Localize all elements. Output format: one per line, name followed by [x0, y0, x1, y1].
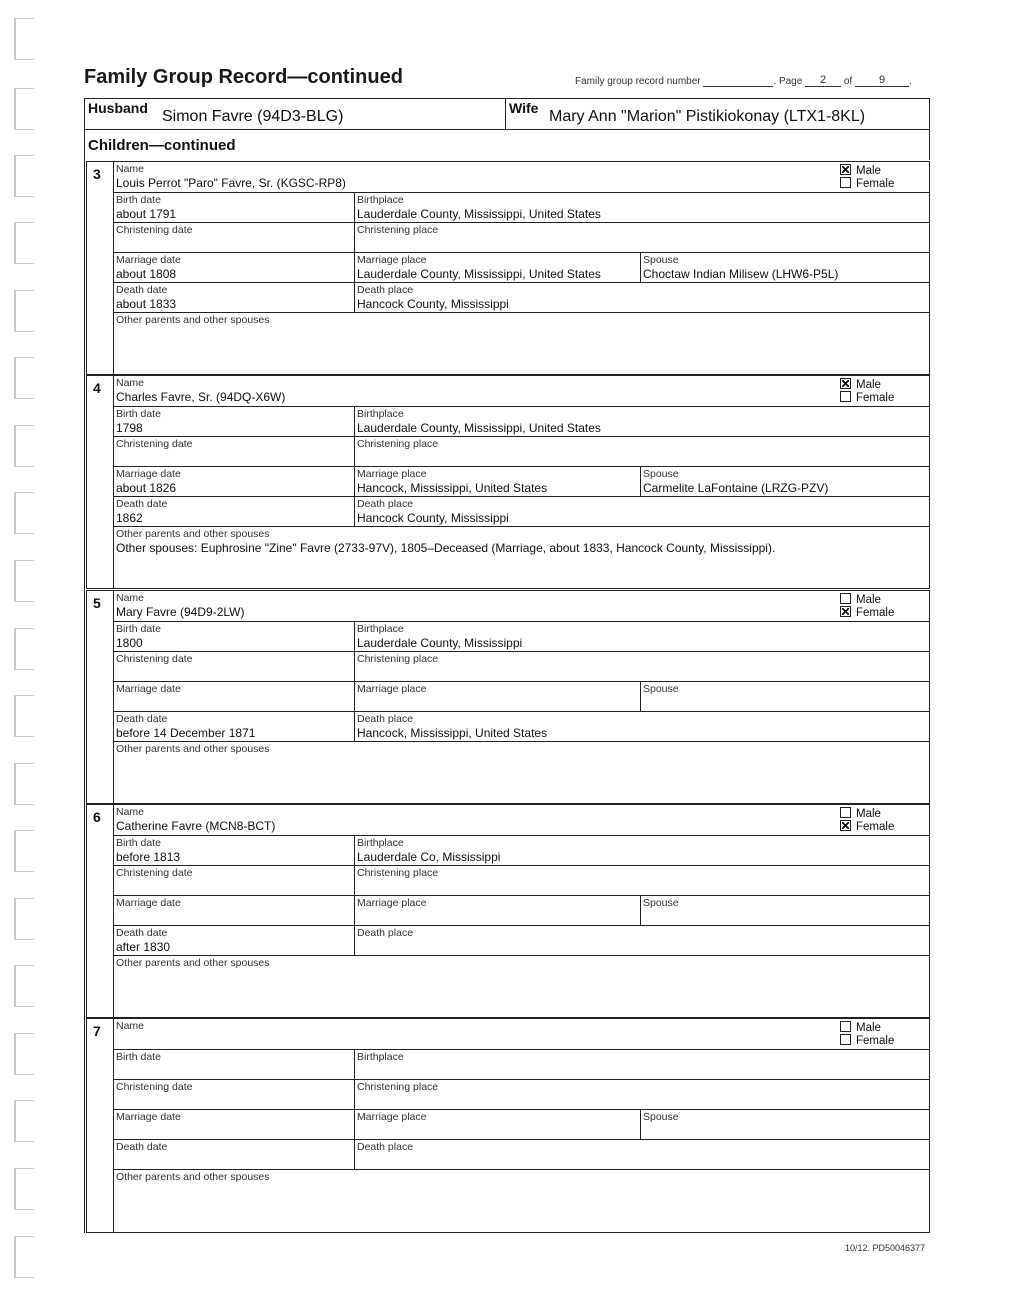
name-label: Name: [116, 592, 145, 604]
child-record-7: [86, 1018, 930, 1233]
marriage-date-value: about 1826: [116, 481, 177, 495]
spouse-label: Spouse: [643, 468, 679, 480]
birthplace-cell: [354, 192, 929, 222]
birth-date-value: about 1791: [116, 207, 177, 221]
name-value: Mary Favre (94D9-2LW): [116, 605, 245, 619]
death-place-value: Hancock, Mississippi, United States: [357, 726, 548, 740]
birth-date-value: before 1813: [116, 850, 181, 864]
female-option[interactable]: [840, 820, 894, 833]
other-parents-label: Other parents and other spouses: [116, 1171, 270, 1183]
children-header-label: Children—continued: [88, 137, 236, 154]
birth-date-label: Birth date: [116, 1051, 161, 1063]
marriage-date-label: Marriage date: [116, 683, 181, 695]
marriage-place-cell: [354, 466, 640, 496]
other-parents-label: Other parents and other spouses: [116, 957, 270, 969]
christening-date-cell: [113, 436, 354, 466]
male-option[interactable]: [840, 164, 881, 177]
marriage-place-label: Marriage place: [357, 897, 427, 909]
name-label: Name: [116, 163, 145, 175]
name-label: Name: [116, 1020, 145, 1032]
christening-place-label: Christening place: [357, 224, 439, 236]
other-parents-cell: [113, 741, 929, 803]
marriage-place-cell: [354, 1109, 640, 1139]
other-parents-cell: [113, 526, 929, 588]
binder-mark: [14, 560, 34, 602]
spouse-label: Spouse: [643, 683, 679, 695]
marriage-date-label: Marriage date: [116, 897, 181, 909]
christening-place-label: Christening place: [357, 867, 439, 879]
name-value: Louis Perrot "Paro" Favre, Sr. (KGSC-RP8): [116, 176, 346, 190]
binder-mark: [14, 1168, 34, 1210]
death-date-cell: [113, 711, 354, 741]
marriage-date-label: Marriage date: [116, 1111, 181, 1123]
name-label: Name: [116, 377, 145, 389]
other-parents-label: Other parents and other spouses: [116, 528, 270, 540]
death-place-label: Death place: [357, 713, 414, 725]
birthplace-cell: [354, 621, 929, 651]
marriage-date-cell: [113, 1109, 354, 1139]
spouse-cell: [640, 681, 929, 711]
binder-mark: [14, 357, 34, 399]
female-label: Female: [856, 178, 895, 190]
birthplace-cell: [354, 835, 929, 865]
birth-date-cell: [113, 406, 354, 436]
female-checkbox[interactable]: [840, 606, 851, 617]
spouse-label: Spouse: [643, 1111, 679, 1123]
marriage-date-label: Marriage date: [116, 468, 181, 480]
male-option[interactable]: [840, 378, 881, 391]
marriage-date-value: about 1808: [116, 267, 177, 281]
christening-date-label: Christening date: [116, 867, 193, 879]
child-number: 3: [93, 166, 101, 182]
christening-date-cell: [113, 651, 354, 681]
wife-label: Wife: [509, 100, 539, 116]
child-number: 7: [93, 1023, 101, 1039]
page-number: 2: [805, 74, 841, 87]
marriage-place-label: Marriage place: [357, 1111, 427, 1123]
death-date-cell: [113, 925, 354, 955]
other-parents-value: Other spouses: Euphrosine "Zine" Favre (2733-97V), 1805–Deceased (Marriage, about 1833, Hancock County, Mississippi).: [116, 541, 776, 555]
birthplace-label: Birthplace: [357, 1051, 404, 1063]
female-label: Female: [856, 821, 895, 833]
male-label: Male: [856, 165, 881, 177]
husband-cell: [85, 99, 506, 129]
child-number: 4: [93, 380, 101, 396]
female-option[interactable]: [840, 1034, 894, 1047]
birthplace-label: Birthplace: [357, 837, 404, 849]
record-number-line: Family group record number . Page 2 of 9 .: [575, 74, 912, 87]
christening-date-label: Christening date: [116, 224, 193, 236]
death-date-label: Death date: [116, 927, 168, 939]
children-header: [84, 130, 930, 160]
form-footer: 10/12. PD50046377: [845, 1243, 926, 1253]
binder-mark: [14, 695, 34, 737]
page-title: Family Group Record—continued: [84, 66, 403, 88]
binder-mark: [14, 155, 34, 197]
name-cell: [113, 162, 929, 192]
male-checkbox[interactable]: [840, 164, 851, 175]
birth-date-label: Birth date: [116, 194, 161, 206]
male-checkbox[interactable]: [840, 378, 851, 389]
spouse-cell: [640, 466, 929, 496]
marriage-place-cell: [354, 895, 640, 925]
marriage-date-label: Marriage date: [116, 254, 181, 266]
death-place-cell: [354, 711, 929, 741]
male-option[interactable]: [840, 1021, 881, 1034]
name-value: Charles Favre, Sr. (94DQ-X6W): [116, 390, 286, 404]
marriage-date-cell: [113, 466, 354, 496]
binder-mark: [14, 425, 34, 467]
birthplace-label: Birthplace: [357, 623, 404, 635]
name-cell: [113, 376, 929, 406]
other-parents-cell: [113, 1169, 929, 1232]
death-date-label: Death date: [116, 1141, 168, 1153]
other-parents-label: Other parents and other spouses: [116, 314, 270, 326]
marriage-date-cell: [113, 681, 354, 711]
wife-cell: [506, 99, 929, 129]
binder-mark: [14, 1236, 34, 1278]
birthplace-value: Lauderdale Co, Mississippi: [357, 850, 501, 864]
marriage-date-cell: [113, 252, 354, 282]
marriage-place-label: Marriage place: [357, 468, 427, 480]
christening-date-label: Christening date: [116, 653, 193, 665]
marriage-place-value: Hancock, Mississippi, United States: [357, 481, 548, 495]
christening-place-label: Christening place: [357, 1081, 439, 1093]
birthplace-label: Birthplace: [357, 194, 404, 206]
birth-date-label: Birth date: [116, 837, 161, 849]
death-date-cell: [113, 282, 354, 312]
male-checkbox[interactable]: [840, 1021, 851, 1032]
female-option[interactable]: [840, 391, 894, 404]
binder-mark: [14, 628, 34, 670]
male-option[interactable]: [840, 807, 881, 820]
marriage-place-cell: [354, 681, 640, 711]
other-parents-cell: [113, 312, 929, 374]
christening-date-label: Christening date: [116, 438, 193, 450]
couple-header: [84, 98, 930, 130]
christening-date-cell: [113, 222, 354, 252]
other-parents-label: Other parents and other spouses: [116, 743, 270, 755]
death-date-cell: [113, 496, 354, 526]
female-option[interactable]: [840, 177, 894, 190]
child-record-4: [86, 375, 930, 589]
christening-place-cell: [354, 436, 929, 466]
spouse-value: Choctaw Indian Milisew (LHW6-P5L): [643, 267, 839, 281]
child-record-3: [86, 161, 930, 375]
christening-place-cell: [354, 1079, 929, 1109]
death-date-cell: [113, 1139, 354, 1169]
binder-mark: [14, 88, 34, 130]
spouse-value: Carmelite LaFontaine (LRZG-PZV): [643, 481, 829, 495]
death-place-label: Death place: [357, 927, 414, 939]
christening-place-cell: [354, 865, 929, 895]
of-label: of: [843, 76, 853, 87]
husband-label: Husband: [88, 100, 148, 116]
birthplace-value: Lauderdale County, Mississippi: [357, 636, 523, 650]
death-place-value: Hancock County, Mississippi: [357, 297, 509, 311]
birthplace-value: Lauderdale County, Mississippi, United States: [357, 421, 601, 435]
death-place-label: Death place: [357, 498, 414, 510]
birth-date-label: Birth date: [116, 408, 161, 420]
death-place-value: Hancock County, Mississippi: [357, 511, 509, 525]
christening-place-label: Christening place: [357, 438, 439, 450]
marriage-place-cell: [354, 252, 640, 282]
male-label: Male: [856, 594, 881, 606]
death-place-cell: [354, 925, 929, 955]
death-date-value: about 1833: [116, 297, 177, 311]
female-checkbox[interactable]: [840, 820, 851, 831]
binder-mark: [14, 492, 34, 534]
female-label: Female: [856, 392, 895, 404]
birthplace-value: Lauderdale County, Mississippi, United States: [357, 207, 601, 221]
death-date-label: Death date: [116, 713, 168, 725]
page-label: Page: [778, 76, 803, 87]
children-margin-line: [84, 130, 85, 1233]
name-value: Catherine Favre (MCN8-BCT): [116, 819, 276, 833]
death-place-label: Death place: [357, 284, 414, 296]
record-number-label: Family group record number: [575, 76, 701, 87]
death-place-cell: [354, 496, 929, 526]
birth-date-label: Birth date: [116, 623, 161, 635]
birth-date-cell: [113, 1049, 354, 1079]
spouse-cell: [640, 895, 929, 925]
binder-mark: [14, 965, 34, 1007]
marriage-place-value: Lauderdale County, Mississippi, United States: [357, 267, 601, 281]
christening-date-cell: [113, 1079, 354, 1109]
child-record-5: [86, 590, 930, 804]
spouse-label: Spouse: [643, 254, 679, 266]
spouse-label: Spouse: [643, 897, 679, 909]
binder-mark: [14, 1100, 34, 1142]
name-cell: [113, 591, 929, 621]
female-label: Female: [856, 1035, 895, 1047]
birth-date-cell: [113, 835, 354, 865]
child-number: 5: [93, 595, 101, 611]
name-label: Name: [116, 806, 145, 818]
death-date-label: Death date: [116, 498, 168, 510]
total-pages: 9: [855, 74, 909, 87]
female-checkbox[interactable]: [840, 1034, 851, 1045]
binder-mark: [14, 898, 34, 940]
binder-mark: [14, 18, 34, 60]
christening-date-cell: [113, 865, 354, 895]
birthplace-label: Birthplace: [357, 408, 404, 420]
other-parents-cell: [113, 955, 929, 1017]
male-label: Male: [856, 379, 881, 391]
marriage-place-label: Marriage place: [357, 683, 427, 695]
male-label: Male: [856, 1022, 881, 1034]
child-record-6: [86, 804, 930, 1018]
birth-date-cell: [113, 621, 354, 651]
male-checkbox[interactable]: [840, 593, 851, 604]
male-option[interactable]: [840, 593, 881, 606]
female-option[interactable]: [840, 606, 894, 619]
binder-mark: [14, 763, 34, 805]
spouse-cell: [640, 1109, 929, 1139]
husband-name: Simon Favre (94D3-BLG): [162, 108, 344, 125]
birth-date-cell: [113, 192, 354, 222]
birthplace-cell: [354, 406, 929, 436]
male-label: Male: [856, 808, 881, 820]
death-date-label: Death date: [116, 284, 168, 296]
christening-place-label: Christening place: [357, 653, 439, 665]
birth-date-value: 1798: [116, 421, 143, 435]
name-cell: [113, 1019, 929, 1049]
death-date-value: after 1830: [116, 940, 171, 954]
death-date-value: before 14 December 1871: [116, 726, 256, 740]
christening-place-cell: [354, 651, 929, 681]
birth-date-value: 1800: [116, 636, 143, 650]
death-place-label: Death place: [357, 1141, 414, 1153]
female-label: Female: [856, 607, 895, 619]
binder-mark: [14, 1033, 34, 1075]
christening-place-cell: [354, 222, 929, 252]
female-checkbox[interactable]: [840, 177, 851, 188]
female-checkbox[interactable]: [840, 391, 851, 402]
marriage-date-cell: [113, 895, 354, 925]
binder-mark: [14, 222, 34, 264]
binder-mark: [14, 290, 34, 332]
record-number-blank: [703, 74, 773, 87]
name-cell: [113, 805, 929, 835]
christening-date-label: Christening date: [116, 1081, 193, 1093]
marriage-place-label: Marriage place: [357, 254, 427, 266]
death-place-cell: [354, 282, 929, 312]
birthplace-cell: [354, 1049, 929, 1079]
death-place-cell: [354, 1139, 929, 1169]
binder-mark: [14, 830, 34, 872]
wife-name: Mary Ann "Marion" Pistikiokonay (LTX1-8KL): [549, 108, 866, 125]
male-checkbox[interactable]: [840, 807, 851, 818]
child-number: 6: [93, 809, 101, 825]
death-date-value: 1862: [116, 511, 143, 525]
spouse-cell: [640, 252, 929, 282]
